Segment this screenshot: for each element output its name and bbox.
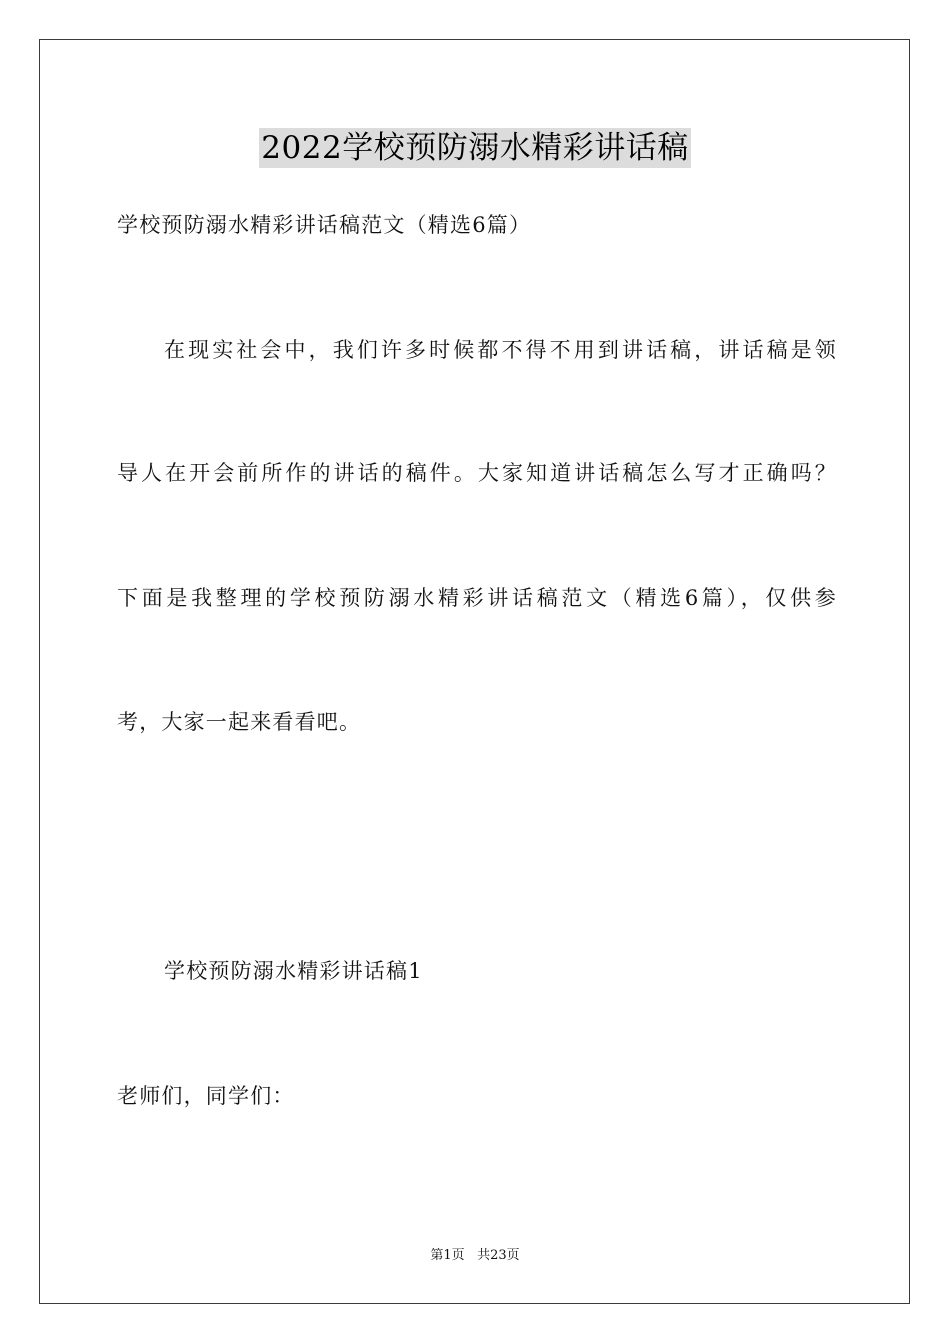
section-heading: 学校预防溺水精彩讲话稿1 [164,959,423,983]
title-container [0,128,950,168]
document-title: 2022学校预防溺水精彩讲话稿 [261,130,689,166]
document-subtitle: 学校预防溺水精彩讲话稿范文（精选6篇） [117,213,532,237]
greeting-line: 老师们，同学们： [117,1084,295,1108]
page-number-current: 第1页 [430,1248,465,1263]
paragraph-line-3: 下面是我整理的学校预防溺水精彩讲话稿范文（精选6篇），仅供参 [117,586,837,610]
paragraph-line-1: 在现实社会中，我们许多时候都不得不用到讲话稿，讲话稿是领 [164,338,837,362]
paragraph-line-4: 考，大家一起来看看吧。 [117,710,362,734]
page-number-total: 共23页 [477,1248,520,1263]
page-footer [0,1247,950,1265]
paragraph-line-2: 导人在开会前所作的讲话的稿件。大家知道讲话稿怎么写才正确吗？ [117,461,837,485]
